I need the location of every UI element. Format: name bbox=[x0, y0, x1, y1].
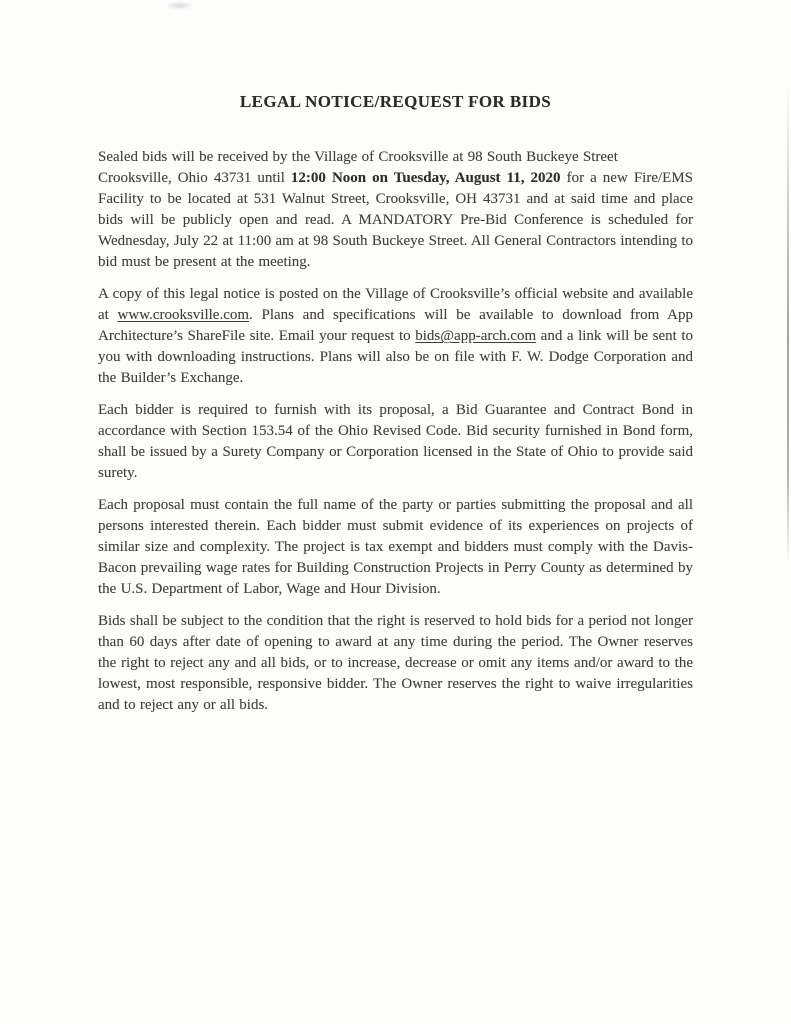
scan-smudge-artifact bbox=[167, 2, 192, 9]
paragraph-proposal-requirements: Each proposal must contain the full name of the party or parties submitting the proposal and all persons interested therein. Each bidder must submit evidence of its experiences on projects of similar size and complexity. The project is tax exempt and bidders must comply with the Davis-Bacon prevailing wage rates for Building Construction Projects in Perry County as determined by the U.S. Department of Labor, Wage and Hour Division. bbox=[98, 497, 693, 597]
document-content bbox=[98, 92, 693, 727]
document-title: LEGAL NOTICE/REQUEST FOR BIDS bbox=[239, 92, 552, 111]
paragraph-plans-availability bbox=[98, 284, 693, 389]
plans-middle-text: . Plans and specifications will be available to download from App Architecture’s ShareFile site. Email your request to bbox=[98, 307, 694, 344]
website-link[interactable]: www.crooksville.com bbox=[117, 307, 250, 323]
bid-deadline-text: 12:00 Noon on Tuesday, August 11, 2020 bbox=[290, 170, 561, 186]
email-link[interactable]: bids@app-arch.com bbox=[415, 328, 537, 344]
deadline-lead-text: Crooksville, Ohio 43731 until bbox=[98, 170, 291, 186]
plans-lead-text: A copy of this legal notice is posted on the Village of Crooksville’s official website and available at bbox=[98, 286, 693, 323]
paragraph-bid-guarantee: Each bidder is required to furnish with its proposal, a Bid Guarantee and Contract Bond in accordance with Section 153.54 of the Ohio Revised Code. Bid security furnished in Bond form, shall be issued by a Surety Company or Corporation licensed in the State of Ohio to provide said surety. bbox=[98, 402, 693, 481]
plans-rest-text: and a link will be sent to you with downloading instructions. Plans will also be on file with F. W. Dodge Corporation and the Builder’s Exchange. bbox=[98, 328, 693, 386]
address-line: Sealed bids will be received by the Village of Crooksville at 98 South Buckeye Street bbox=[98, 149, 618, 165]
scan-edge-shadow-artifact bbox=[787, 85, 789, 565]
paragraph-bid-receipt bbox=[98, 147, 693, 273]
paragraph-bid-conditions: Bids shall be subject to the condition that the right is reserved to hold bids for a period not longer than 60 days after date of opening to award at any time during the period. The Owner reserves the right to reject any and all bids, or to increase, decrease or omit any items and/or award to the lowest, most responsible, responsive bidder. The Owner reserves the right to waive irregularities and to reject any or all bids. bbox=[98, 613, 693, 713]
bid-receipt-rest-text: for a new Fire/EMS Facility to be located at 531 Walnut Street, Crooksville, OH 43731 and at said time and place bids will be publicly open and read. A MANDATORY Pre-Bid Conference is scheduled for Wednesday, July 22 at 11:00 am at 98 South Buckeye Street. All General Contractors intending to bid must be present at the meeting. bbox=[98, 170, 694, 270]
